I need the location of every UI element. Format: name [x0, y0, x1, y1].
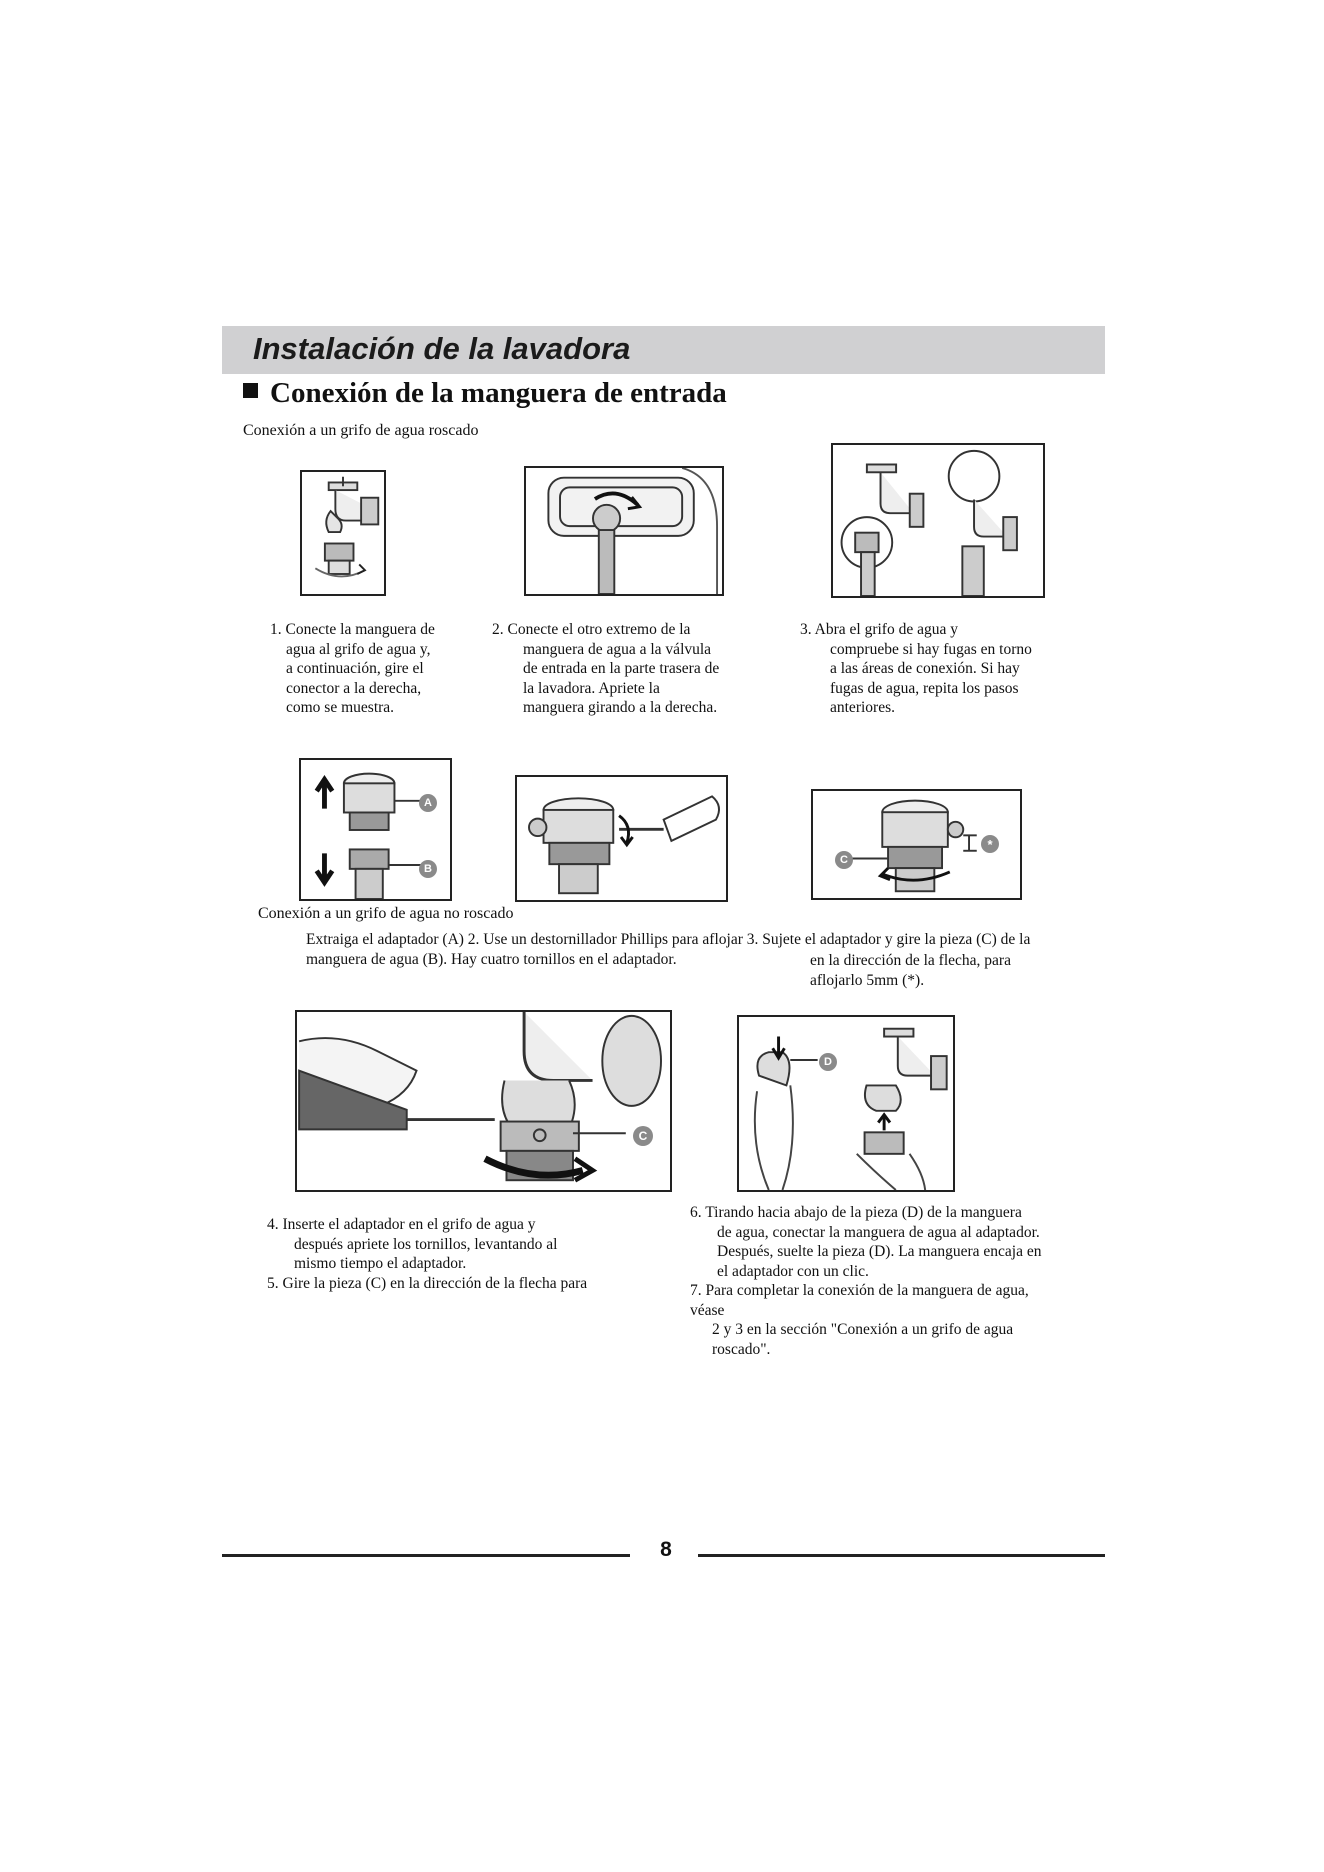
step-line: 4. Inserte el adaptador en el grifo de agua y	[267, 1216, 536, 1233]
figure-step2-valve	[524, 466, 724, 596]
non-threaded-line1: Extraiga el adaptador (A) 2. Use un destornillador Phillips para aflojar 3. Sujete el adaptador y gire la pieza (C) de la	[306, 931, 1031, 948]
step-line: el adaptador con un clic.	[717, 1262, 869, 1280]
figure-step1-tap	[300, 470, 386, 596]
caption-line: como se muestra.	[286, 699, 395, 714]
heading-text: Conexión de la manguera de entrada	[270, 377, 727, 409]
bullet-icon	[243, 383, 258, 398]
caption-line: a las áreas de conexión. Si hay	[830, 660, 1020, 677]
caption-line: 2. Conecte el otro extremo de la	[492, 621, 691, 638]
caption-step3	[800, 620, 1070, 714]
caption-step1	[270, 620, 490, 714]
caption-line: manguera girando a la derecha.	[523, 699, 718, 716]
caption-line: a continuación, gire el	[286, 660, 424, 677]
step-line: véase	[690, 1301, 725, 1319]
step-line: 5. Gire la pieza (C) en la dirección de la flecha para	[267, 1274, 588, 1292]
figure-screwdriver-loosen	[515, 775, 728, 902]
page-heading	[243, 377, 727, 410]
caption-line: 1. Conecte la manguera de	[270, 621, 435, 638]
steps-6-7	[690, 1203, 1110, 1359]
page-number: 8	[660, 1538, 672, 1561]
step-line: Después, suelte la pieza (D). La manguera encaja en	[717, 1243, 1042, 1260]
label-b: B	[419, 860, 437, 878]
step-line: roscado".	[712, 1340, 771, 1358]
step-line: 2 y 3 en la sección "Conexión a un grifo de agua	[712, 1321, 1014, 1338]
caption-line: fugas de agua, repita los pasos	[830, 679, 1019, 697]
caption-line: anteriores.	[830, 699, 895, 714]
step-line: 7. Para completar la conexión de la manguera de agua,	[690, 1282, 1029, 1299]
caption-line: de entrada en la parte trasera de	[523, 660, 720, 677]
non-threaded-line3: aflojarlo 5mm (*).	[810, 972, 925, 989]
non-threaded-line2b: en la dirección de la flecha, para	[810, 952, 1011, 969]
step-line: de agua, conectar la manguera de agua al adaptador.	[717, 1223, 1040, 1241]
figure-insert-adapter	[295, 1010, 672, 1192]
caption-line: manguera de agua a la válvula	[523, 640, 712, 658]
caption-line: agua al grifo de agua y,	[286, 640, 431, 658]
step-line: 6. Tirando hacia abajo de la pieza (D) de la manguera	[690, 1204, 1022, 1221]
footer-rule-left	[222, 1554, 630, 1557]
step-line: después apriete los tornillos, levantando al	[294, 1235, 558, 1253]
section-title: Instalación de la lavadora	[253, 331, 631, 366]
caption-line: 3. Abra el grifo de agua y	[800, 621, 958, 638]
caption-line: conector a la derecha,	[286, 679, 422, 697]
caption-line: compruebe si hay fugas en torno	[830, 640, 1032, 658]
non-threaded-subtitle: Conexión a un grifo de agua no roscado	[258, 905, 514, 922]
label-a: A	[419, 794, 437, 812]
figure-part-d-connect	[737, 1015, 955, 1192]
non-threaded-line2: manguera de agua (B). Hay cuatro tornillos en el adaptador.	[306, 951, 677, 968]
figure-adapter-removal	[299, 758, 452, 901]
label-star: *	[981, 835, 999, 853]
label-d: D	[819, 1053, 837, 1071]
caption-line: la lavadora. Apriete la	[523, 679, 660, 697]
figure-part-c-rotate	[811, 789, 1022, 900]
label-c: C	[835, 851, 853, 869]
label-c-large: C	[633, 1126, 653, 1146]
figure-step3-leak-check	[831, 443, 1045, 598]
footer-rule-right	[698, 1554, 1105, 1557]
step-line: mismo tiempo el adaptador.	[294, 1255, 467, 1272]
steps-4-5	[267, 1215, 647, 1293]
threaded-subtitle: Conexión a un grifo de agua roscado	[243, 422, 479, 439]
caption-step2	[492, 620, 752, 718]
